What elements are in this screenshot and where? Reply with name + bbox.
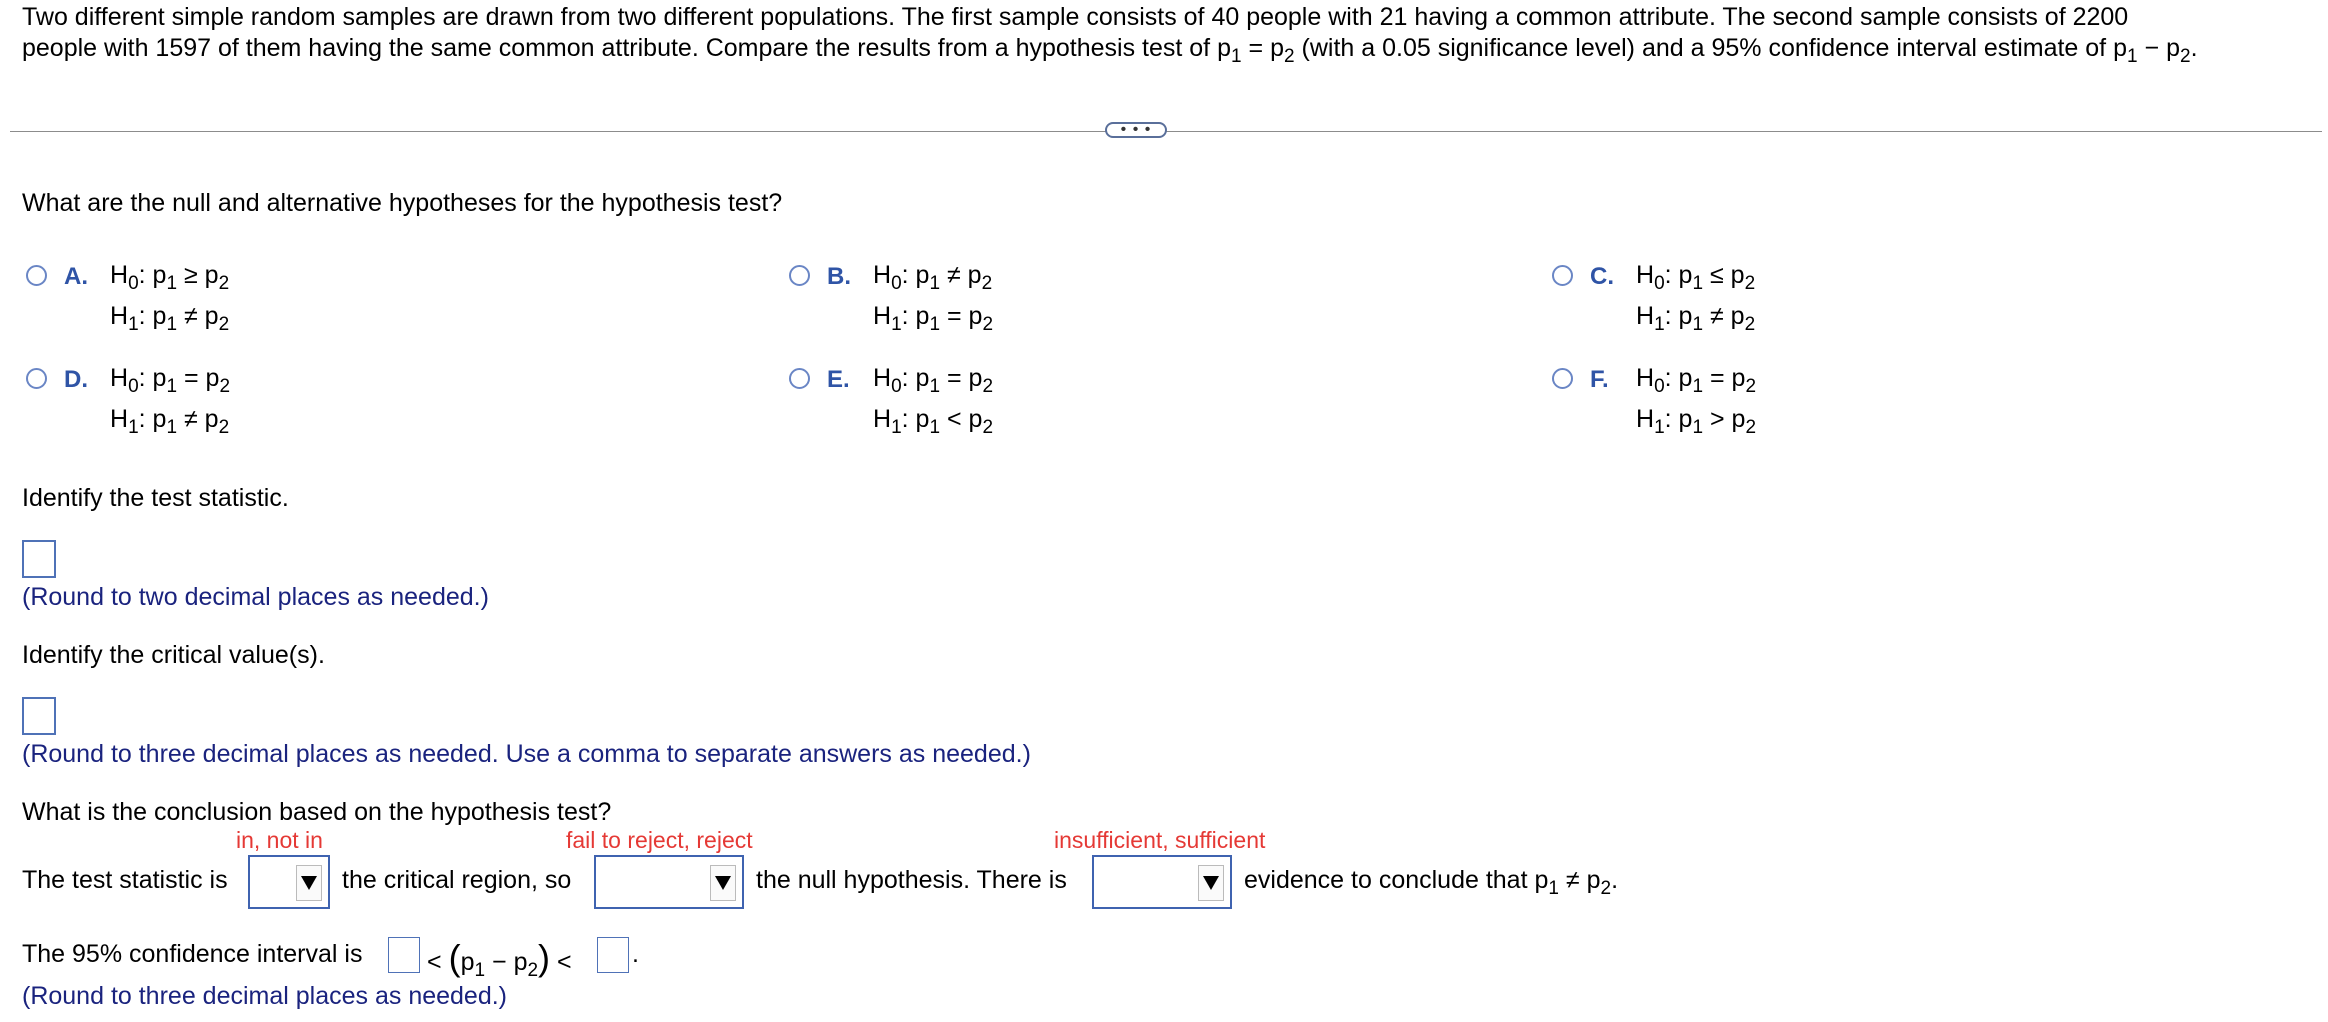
conclusion-text-1: The test statistic is <box>22 866 228 894</box>
alternative-hypothesis: $H_1$: $p_1 \ne p_2$ <box>110 405 230 438</box>
q3-prompt: Identify the critical value(s). <box>22 641 325 669</box>
test-statistic-input[interactable] <box>22 540 56 578</box>
q2-note: (Round to two decimal places as needed.) <box>22 583 489 611</box>
q4-prompt: What is the conclusion based on the hypothesis test? <box>22 798 612 826</box>
critical-region-dropdown[interactable] <box>248 855 330 909</box>
critical-value-input[interactable] <box>22 697 56 735</box>
dropdown-arrow-icon <box>296 865 322 901</box>
dropdown-1-hint: in, not in <box>236 827 323 853</box>
q3-note: (Round to three decimal places as needed. Use a comma to separate answers as needed.) <box>22 740 1031 768</box>
ci-expression: < $(p_1 - p_2)$ < <box>427 937 572 981</box>
alternative-hypothesis: $H_1$: $p_1 > p_2$ <box>1636 405 1757 438</box>
null-hypothesis: $H_0$: $p_1 = p_2$ <box>1636 364 1757 397</box>
q2-prompt: Identify the test statistic. <box>22 484 289 512</box>
evidence-dropdown[interactable] <box>1092 855 1232 909</box>
conclusion-text-2: the critical region, so <box>342 866 572 894</box>
option-letter: F. <box>1590 366 1609 393</box>
alternative-hypothesis: $H_1$: $p_1 \ne p_2$ <box>110 302 230 335</box>
problem-statement <box>22 2 2312 67</box>
problem-line-2: people with 1597 of them having the same common attribute. Compare the results from a hypothesis test of $p_1 = p_2$ (with a 0.05 significance level) and a 95% confidence interval estimate of $p_1 - p_2$. <box>22 34 2198 67</box>
dropdown-2-hint: fail to reject, reject <box>566 827 753 853</box>
conclusion-text-4: evidence to conclude that $p_1 \ne p_2$. <box>1244 866 1619 899</box>
null-hypothesis: $H_0$: $p_1 \le p_2$ <box>1636 261 1756 294</box>
alternative-hypothesis: $H_1$: $p_1 = p_2$ <box>873 302 994 335</box>
radio-button[interactable] <box>1552 368 1573 389</box>
option-letter: C. <box>1590 263 1614 290</box>
dropdown-arrow-icon <box>710 865 736 901</box>
dropdown-3-hint: insufficient, sufficient <box>1054 827 1266 853</box>
ci-period: . <box>632 940 639 968</box>
ci-text: The 95% confidence interval is <box>22 940 363 968</box>
q1-prompt: What are the null and alternative hypotheses for the hypothesis test? <box>22 189 783 217</box>
null-hypothesis: $H_0$: $p_1 \ne p_2$ <box>873 261 993 294</box>
alternative-hypothesis: $H_1$: $p_1 \ne p_2$ <box>1636 302 1756 335</box>
more-button[interactable]: • • • <box>1105 122 1167 138</box>
option-letter: A. <box>64 263 88 290</box>
problem-line-1: Two different simple random samples are drawn from two different populations. The first sample consists of 40 people with 21 having a common attribute. The second sample consists of 2200 <box>22 3 2129 31</box>
q5-note: (Round to three decimal places as needed.) <box>22 982 508 1010</box>
radio-button[interactable] <box>1552 265 1573 286</box>
ci-upper-input[interactable] <box>597 937 629 973</box>
radio-button[interactable] <box>789 368 810 389</box>
null-hypothesis: $H_0$: $p_1 = p_2$ <box>873 364 994 397</box>
null-hypothesis: $H_0$: $p_1 = p_2$ <box>110 364 231 397</box>
reject-decision-dropdown[interactable] <box>594 855 744 909</box>
null-hypothesis: $H_0$: $p_1 \ge p_2$ <box>110 261 230 294</box>
alternative-hypothesis: $H_1$: $p_1 < p_2$ <box>873 405 994 438</box>
radio-button[interactable] <box>26 265 47 286</box>
ci-lower-input[interactable] <box>388 937 420 973</box>
radio-button[interactable] <box>789 265 810 286</box>
option-letter: D. <box>64 366 88 393</box>
radio-button[interactable] <box>26 368 47 389</box>
option-letter: B. <box>827 263 851 290</box>
option-letter: E. <box>827 366 850 393</box>
dropdown-arrow-icon <box>1198 865 1224 901</box>
conclusion-text-3: the null hypothesis. There is <box>756 866 1067 894</box>
